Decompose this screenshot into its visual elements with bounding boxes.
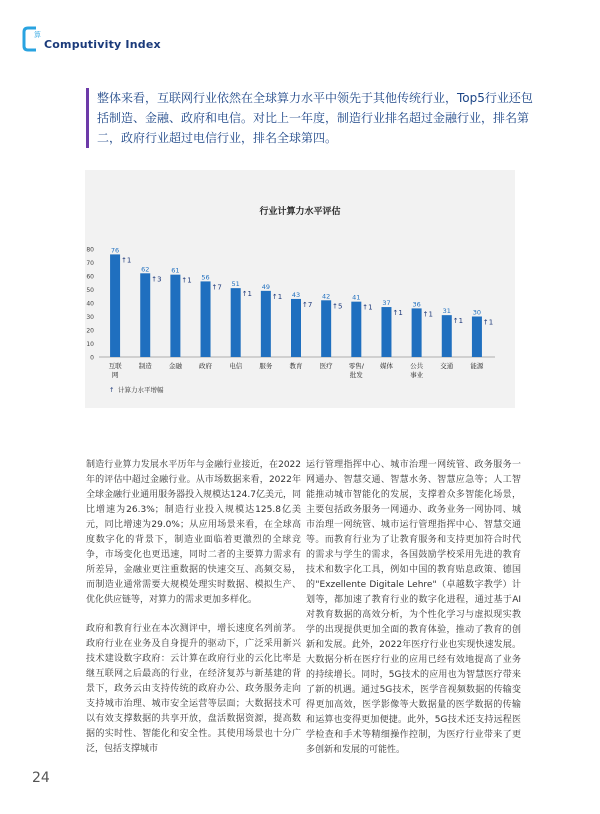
bar [110, 254, 120, 357]
x-tick-label: 交通 [440, 362, 454, 370]
x-tick-label: 能源 [470, 362, 484, 370]
increase-label: ↑5 [332, 302, 343, 311]
y-tick-label: 40 [86, 300, 94, 308]
computivity-logo [22, 26, 162, 56]
x-tick-label: 零售/ [348, 362, 364, 370]
x-tick-label: 教育 [289, 362, 303, 370]
bar-value-label: 42 [322, 292, 331, 301]
x-tick-label: 媒体 [379, 362, 393, 370]
bar-value-label: 62 [141, 265, 150, 274]
x-tick-label: 公共 [410, 362, 424, 370]
increase-label: ↑1 [362, 303, 373, 312]
x-tick-label: 金融 [168, 362, 182, 370]
legend-arrow-icon: ↑ [109, 386, 115, 394]
industry-computing-chart [85, 170, 515, 408]
x-tick-label: 事业 [410, 371, 424, 379]
y-tick-label: 0 [90, 354, 94, 362]
increase-label: ↑7 [302, 300, 313, 309]
body-paragraph: 运行管理指挥中心、城市治理一网统管、政务服务一网通办、智慧交通、智慧水务、智慧应急等；人工智能推动城市智能化的发展，支撑着众多智能化场景，主要包括政务服务一网通办、政务业务一网协同、城市治理一网统管、城市运行管理指挥中心、智慧交通等。而教育行业为了让教育服务和支持更加符合时代的需求与学生的需求，各国鼓励学校采用先进的教育技术和数字化工具，例如中国的教育贴息政策、德国的"Exzellente Digitale Lehre"（卓越数字教学）计划等，都加速了教育行业的数字化进程，通过基于AI对教育数据的高效分析，为个性化学习与虚拟现实教学的出现提供更加全面的教育体验，推动了教育的创新和发展。此外，2022年医疗行业也实现快速发展。大数据分析在医疗行业的应用已经有效地提高了业务的持续增长。同时，5G技术的应用也为智慧医疗带来了新的机遇。通过5G技术，医学音视频数据的传输变得更加高效，医学影像等大数据量的医学数据的传输和运算也变得更加便捷。此外，5G技术还支持远程医学检查和手术等精细操作控制，为医疗行业带来了更多创新和发展的可能性。 [306, 460, 521, 755]
intro-paragraph: 整体来看，互联网行业依然在全球算力水平中领先于其他传统行业，Top5行业还包括制造、金融、政府和电信。对比上一年度，制造行业排名超过金融行业，排名第二，政府行业超过电信行业，排名全球第四。 [86, 88, 533, 148]
body-column-right [306, 458, 521, 772]
y-tick-label: 30 [86, 314, 94, 321]
bar [321, 300, 331, 357]
bar-value-label: 51 [231, 280, 240, 289]
bar [140, 273, 150, 357]
bar [291, 299, 301, 357]
increase-label: ↑1 [271, 292, 283, 301]
y-tick-label: 80 [86, 246, 94, 254]
x-tick-label: 电信 [229, 362, 243, 370]
bar-value-label: 76 [110, 246, 120, 255]
x-tick-label: 服务 [259, 362, 273, 370]
bar [412, 308, 422, 357]
bar-value-label: 49 [261, 282, 270, 291]
increase-label: ↑1 [392, 309, 403, 318]
x-tick-label: 政府 [199, 362, 213, 370]
increase-label: ↑1 [422, 310, 433, 319]
y-tick-label: 70 [86, 260, 94, 267]
x-tick-label: 互联 [108, 362, 122, 370]
increase-label: ↑1 [452, 317, 464, 326]
y-tick-label: 10 [86, 341, 94, 348]
bar-value-label: 37 [382, 299, 391, 308]
bar-value-label: 56 [201, 273, 210, 282]
body-paragraph: 制造行业算力发展水平历年与金融行业接近，在2022年的评估中超过金融行业。从市场数据来看，2022年全球金融行业通用服务器投入规模达124.7亿美元，同比增速为26.3%；制造行业投入规模达125.8亿美元，同比增速为29.0%；从应用场景来看，在全球高度数字化的背景下，制造业面临着更激烈的全球竞争，市场变化也更迅速，同时二者的主要算力需求有所差异，金融业更注重数据的快速交互、高频交易，而制造业通常需要大规模处理实时数据、模拟生产、优化供应链等，对算力的需求更加多样化。 [86, 460, 301, 605]
svg-text:算: 算 [34, 31, 41, 39]
bar [201, 281, 211, 357]
page-number: 24 [32, 770, 50, 786]
bar-value-label: 61 [171, 266, 180, 275]
increase-label: ↑1 [121, 256, 132, 265]
logo-mark-icon [22, 26, 44, 52]
increase-label: ↑1 [241, 290, 253, 299]
bar-value-label: 31 [442, 307, 451, 316]
x-tick-label: 批发 [349, 371, 363, 379]
bar [442, 315, 452, 357]
logo-text: Computivity Index [44, 38, 161, 51]
bar [170, 275, 180, 357]
y-tick-label: 50 [86, 287, 94, 294]
increase-label: ↑3 [151, 275, 162, 284]
bar [472, 317, 482, 358]
increase-label: ↑1 [482, 318, 494, 327]
bar [261, 291, 271, 357]
bar [381, 307, 391, 357]
chart-title: 行业计算力水平评估 [259, 207, 341, 217]
bar-value-label: 41 [352, 293, 361, 302]
increase-label: ↑1 [181, 276, 192, 285]
y-tick-label: 60 [86, 273, 94, 281]
body-paragraph: 政府和教育行业在本次测评中，增长速度名列前茅。政府行业在业务及自身提升的驱动下，广泛采用新兴技术建设数字政府：云计算在政府行业的云化比率是继互联网之后最高的行业，在经济复苏与新基建的背景下，政务云由支持传统的政府办公、政务服务走向支持城市治理、城市安全运营等层面；大数据技术可以有效支撑数据的共享开放，盘活数据资源，提高数据的实时性、智能化和安全性。其使用场景也十分广泛，包括支撑城市 [86, 624, 301, 754]
bar-value-label: 36 [412, 300, 421, 309]
bar [231, 288, 241, 357]
bar-value-label: 30 [472, 308, 482, 317]
x-tick-label: 网 [111, 371, 119, 379]
body-column-left [86, 458, 301, 771]
bar-chart-svg [85, 170, 515, 408]
x-tick-label: 医疗 [319, 362, 333, 370]
legend-label: 计算力水平增幅 [118, 386, 164, 394]
bar-value-label: 43 [291, 290, 301, 299]
x-tick-label: 制造 [138, 362, 152, 370]
increase-label: ↑7 [211, 283, 222, 292]
y-tick-label: 20 [86, 327, 94, 335]
bar [351, 302, 361, 357]
